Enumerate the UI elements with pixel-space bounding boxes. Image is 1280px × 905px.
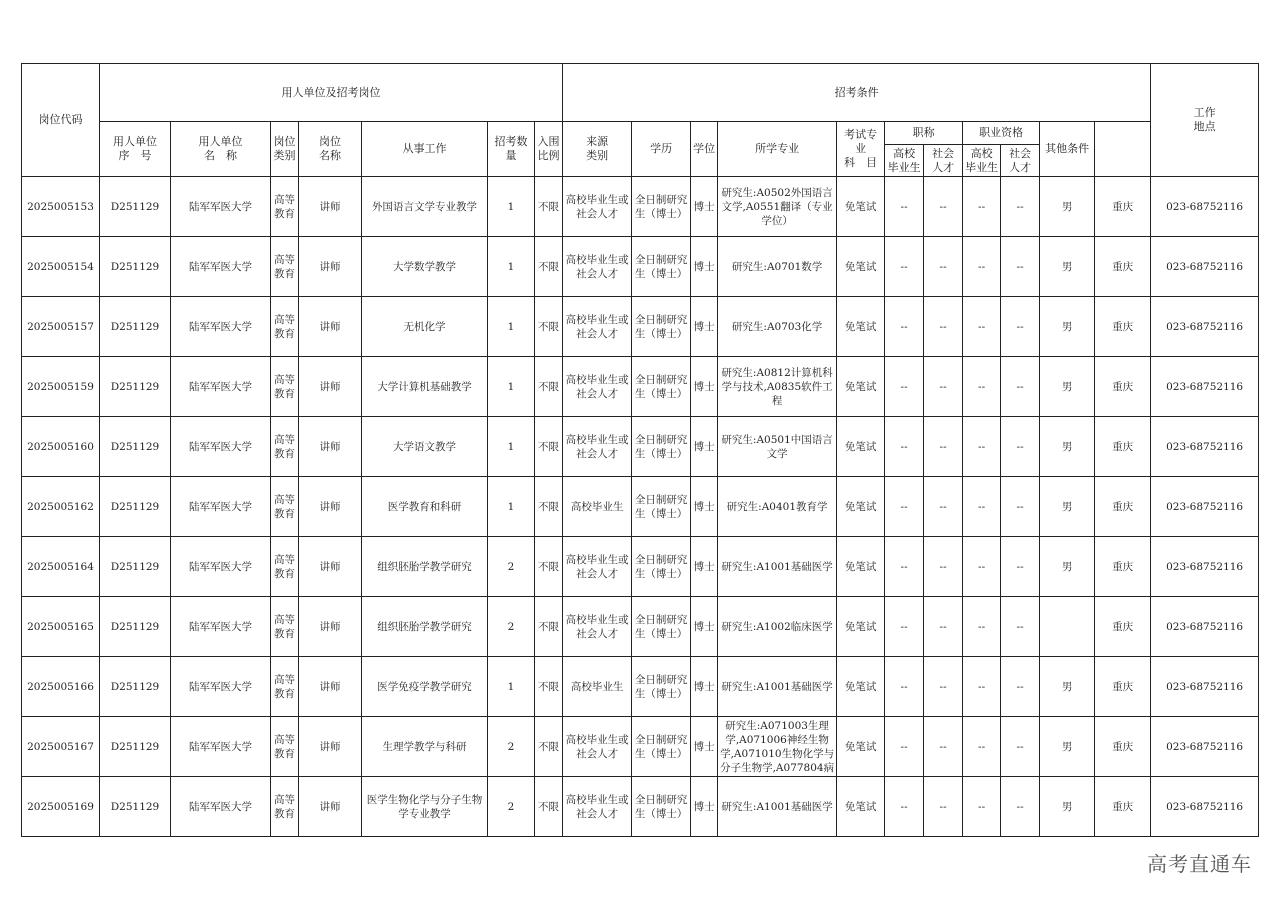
cell-q2: -- bbox=[1001, 717, 1040, 777]
cell-phone: 023-68752116 bbox=[1151, 357, 1259, 417]
table-row bbox=[22, 237, 1259, 297]
cell-other: 男 bbox=[1040, 357, 1095, 417]
cell-other: 男 bbox=[1040, 717, 1095, 777]
cell-loc: 重庆 bbox=[1095, 177, 1151, 237]
header-unit-name: 用人单位 名 称 bbox=[171, 122, 271, 177]
cell-edu: 全日制研究生（博士） bbox=[632, 177, 691, 237]
cell-major bbox=[718, 777, 837, 837]
header-source: 来源 类别 bbox=[563, 122, 632, 177]
cell-q1: -- bbox=[963, 477, 1001, 537]
cell-count: 2 bbox=[488, 597, 535, 657]
cell-pos-type: 高等教育 bbox=[271, 657, 299, 717]
cell-ratio: 不限 bbox=[535, 177, 563, 237]
cell-pos-type: 高等教育 bbox=[271, 597, 299, 657]
cell-work: 大学计算机基础教学 bbox=[362, 357, 488, 417]
cell-q2: -- bbox=[1001, 177, 1040, 237]
cell-q1: -- bbox=[963, 417, 1001, 477]
cell-source: 高校毕业生或社会人才 bbox=[563, 357, 632, 417]
header-ratio: 入围 比例 bbox=[535, 122, 563, 177]
cell-exam: 免笔试 bbox=[837, 237, 885, 297]
cell-phone: 023-68752116 bbox=[1151, 657, 1259, 717]
cell-source: 高校毕业生或社会人才 bbox=[563, 537, 632, 597]
cell-unit-name: 陆军军医大学 bbox=[171, 417, 271, 477]
cell-t1: -- bbox=[885, 357, 924, 417]
cell-edu: 全日制研究生（博士） bbox=[632, 237, 691, 297]
cell-exam: 免笔试 bbox=[837, 417, 885, 477]
cell-major bbox=[718, 597, 837, 657]
header-group-conditions: 招考条件 bbox=[563, 64, 1151, 122]
cell-code: 2025005160 bbox=[22, 417, 100, 477]
header-degree: 学位 bbox=[691, 122, 718, 177]
cell-ratio: 不限 bbox=[535, 537, 563, 597]
cell-phone: 023-68752116 bbox=[1151, 717, 1259, 777]
cell-other: 男 bbox=[1040, 657, 1095, 717]
cell-phone: 023-68752116 bbox=[1151, 297, 1259, 357]
header-title-social: 社会 人才 bbox=[924, 145, 963, 177]
cell-pos-name: 讲师 bbox=[299, 357, 362, 417]
cell-unit-no: D251129 bbox=[100, 597, 171, 657]
cell-degree: 博士 bbox=[691, 717, 718, 777]
cell-ratio: 不限 bbox=[535, 297, 563, 357]
cell-t2: -- bbox=[924, 537, 963, 597]
cell-work: 大学数学教学 bbox=[362, 237, 488, 297]
recruitment-table bbox=[21, 63, 1259, 837]
header-pos-type: 岗位 类别 bbox=[271, 122, 299, 177]
header-title: 职称 bbox=[885, 122, 963, 145]
cell-pos-type: 高等教育 bbox=[271, 237, 299, 297]
cell-q2: -- bbox=[1001, 477, 1040, 537]
header-count: 招考数量 bbox=[488, 122, 535, 177]
cell-degree: 博士 bbox=[691, 297, 718, 357]
cell-other: 男 bbox=[1040, 537, 1095, 597]
cell-code: 2025005164 bbox=[22, 537, 100, 597]
cell-phone: 023-68752116 bbox=[1151, 417, 1259, 477]
cell-degree: 博士 bbox=[691, 417, 718, 477]
cell-exam: 免笔试 bbox=[837, 777, 885, 837]
cell-text: 研究生:A1001基础医学 bbox=[721, 680, 833, 693]
cell-unit-name: 陆军军医大学 bbox=[171, 477, 271, 537]
header-group-unit: 用人单位及招考岗位 bbox=[100, 64, 563, 122]
cell-code: 2025005159 bbox=[22, 357, 100, 417]
cell-code: 2025005157 bbox=[22, 297, 100, 357]
cell-source: 高校毕业生 bbox=[563, 657, 632, 717]
cell-work: 组织胚胎学教学研究 bbox=[362, 597, 488, 657]
table-row bbox=[22, 417, 1259, 477]
cell-pos-type: 高等教育 bbox=[271, 177, 299, 237]
cell-q1: -- bbox=[963, 357, 1001, 417]
cell-t1: -- bbox=[885, 297, 924, 357]
table-row bbox=[22, 597, 1259, 657]
cell-pos-name: 讲师 bbox=[299, 537, 362, 597]
table-row bbox=[22, 477, 1259, 537]
cell-unit-name: 陆军军医大学 bbox=[171, 537, 271, 597]
cell-loc: 重庆 bbox=[1095, 357, 1151, 417]
cell-loc: 重庆 bbox=[1095, 597, 1151, 657]
cell-ratio: 不限 bbox=[535, 597, 563, 657]
cell-edu: 全日制研究生（博士） bbox=[632, 717, 691, 777]
cell-q1: -- bbox=[963, 777, 1001, 837]
cell-ratio: 不限 bbox=[535, 417, 563, 477]
cell-other: 男 bbox=[1040, 177, 1095, 237]
cell-major bbox=[718, 357, 837, 417]
cell-other: 男 bbox=[1040, 237, 1095, 297]
cell-source: 高校毕业生或社会人才 bbox=[563, 597, 632, 657]
cell-degree: 博士 bbox=[691, 237, 718, 297]
cell-q2: -- bbox=[1001, 237, 1040, 297]
cell-source: 高校毕业生或社会人才 bbox=[563, 177, 632, 237]
cell-other bbox=[1040, 597, 1095, 657]
table-row bbox=[22, 777, 1259, 837]
cell-work: 医学免疫学教学研究 bbox=[362, 657, 488, 717]
cell-edu: 全日制研究生（博士） bbox=[632, 417, 691, 477]
cell-text: 研究生:A1001基础医学 bbox=[721, 800, 833, 813]
cell-pos-name: 讲师 bbox=[299, 417, 362, 477]
cell-exam: 免笔试 bbox=[837, 177, 885, 237]
cell-unit-name: 陆军军医大学 bbox=[171, 717, 271, 777]
cell-q1: -- bbox=[963, 537, 1001, 597]
cell-pos-type: 高等教育 bbox=[271, 297, 299, 357]
cell-q2: -- bbox=[1001, 777, 1040, 837]
cell-code: 2025005162 bbox=[22, 477, 100, 537]
cell-ratio: 不限 bbox=[535, 477, 563, 537]
cell-pos-name: 讲师 bbox=[299, 597, 362, 657]
cell-source: 高校毕业生或社会人才 bbox=[563, 777, 632, 837]
cell-q1: -- bbox=[963, 597, 1001, 657]
cell-q2: -- bbox=[1001, 537, 1040, 597]
cell-t2: -- bbox=[924, 297, 963, 357]
cell-source: 高校毕业生或社会人才 bbox=[563, 237, 632, 297]
table-row bbox=[22, 177, 1259, 237]
cell-code: 2025005165 bbox=[22, 597, 100, 657]
cell-major bbox=[718, 537, 837, 597]
cell-code: 2025005169 bbox=[22, 777, 100, 837]
cell-text: 研究生:A0703化学 bbox=[731, 320, 823, 333]
table-body bbox=[22, 177, 1259, 837]
cell-unit-no: D251129 bbox=[100, 657, 171, 717]
cell-pos-type: 高等教育 bbox=[271, 717, 299, 777]
cell-major bbox=[718, 297, 837, 357]
cell-code: 2025005154 bbox=[22, 237, 100, 297]
cell-ratio: 不限 bbox=[535, 357, 563, 417]
cell-major bbox=[718, 477, 837, 537]
cell-edu: 全日制研究生（博士） bbox=[632, 297, 691, 357]
cell-loc: 重庆 bbox=[1095, 417, 1151, 477]
cell-work: 生理学教学与科研 bbox=[362, 717, 488, 777]
cell-text: 研究生:A1001基础医学 bbox=[721, 560, 833, 573]
cell-pos-type: 高等教育 bbox=[271, 537, 299, 597]
cell-t2: -- bbox=[924, 777, 963, 837]
cell-exam: 免笔试 bbox=[837, 657, 885, 717]
cell-text: 研究生:A0401教育学 bbox=[726, 500, 828, 513]
cell-other: 男 bbox=[1040, 777, 1095, 837]
cell-exam: 免笔试 bbox=[837, 717, 885, 777]
cell-unit-name: 陆军军医大学 bbox=[171, 657, 271, 717]
cell-unit-no: D251129 bbox=[100, 177, 171, 237]
cell-t2: -- bbox=[924, 597, 963, 657]
cell-t1: -- bbox=[885, 477, 924, 537]
cell-exam: 免笔试 bbox=[837, 537, 885, 597]
cell-loc: 重庆 bbox=[1095, 717, 1151, 777]
cell-phone: 023-68752116 bbox=[1151, 777, 1259, 837]
cell-edu: 全日制研究生（博士） bbox=[632, 357, 691, 417]
cell-q1: -- bbox=[963, 717, 1001, 777]
header-qual-social: 社会 人才 bbox=[1001, 145, 1040, 177]
cell-degree: 博士 bbox=[691, 657, 718, 717]
header-qualification: 职业资格 bbox=[963, 122, 1040, 145]
cell-t1: -- bbox=[885, 417, 924, 477]
cell-exam: 免笔试 bbox=[837, 477, 885, 537]
cell-code: 2025005167 bbox=[22, 717, 100, 777]
cell-text: 研究生:A0502外国语言文学,A0551翻译（专业学位） bbox=[721, 186, 833, 227]
header-exam: 考试专业 科 目 bbox=[837, 122, 885, 177]
cell-major bbox=[718, 237, 837, 297]
cell-t1: -- bbox=[885, 597, 924, 657]
cell-exam: 免笔试 bbox=[837, 597, 885, 657]
cell-ratio: 不限 bbox=[535, 657, 563, 717]
cell-work: 外国语言文学专业教学 bbox=[362, 177, 488, 237]
cell-major bbox=[718, 657, 837, 717]
cell-unit-no: D251129 bbox=[100, 417, 171, 477]
cell-unit-name: 陆军军医大学 bbox=[171, 777, 271, 837]
cell-degree: 博士 bbox=[691, 357, 718, 417]
table-header bbox=[22, 64, 1259, 177]
cell-q2: -- bbox=[1001, 657, 1040, 717]
table-row bbox=[22, 657, 1259, 717]
cell-degree: 博士 bbox=[691, 537, 718, 597]
cell-degree: 博士 bbox=[691, 777, 718, 837]
cell-t2: -- bbox=[924, 477, 963, 537]
cell-t1: -- bbox=[885, 537, 924, 597]
cell-unit-name: 陆军军医大学 bbox=[171, 237, 271, 297]
cell-phone: 023-68752116 bbox=[1151, 177, 1259, 237]
cell-work: 无机化学 bbox=[362, 297, 488, 357]
cell-pos-name: 讲师 bbox=[299, 777, 362, 837]
cell-loc: 重庆 bbox=[1095, 297, 1151, 357]
cell-text: 研究生:A071003生理学,A071006神经生物学,A071010生物化学与分子生物学,A077804病 bbox=[720, 719, 835, 774]
cell-major bbox=[718, 717, 837, 777]
cell-loc: 重庆 bbox=[1095, 477, 1151, 537]
header-qual-grad: 高校 毕业生 bbox=[963, 145, 1001, 177]
cell-phone: 023-68752116 bbox=[1151, 477, 1259, 537]
cell-edu: 全日制研究生（博士） bbox=[632, 777, 691, 837]
cell-unit-name: 陆军军医大学 bbox=[171, 297, 271, 357]
cell-edu: 全日制研究生（博士） bbox=[632, 597, 691, 657]
cell-count: 2 bbox=[488, 717, 535, 777]
cell-pos-type: 高等教育 bbox=[271, 477, 299, 537]
cell-ratio: 不限 bbox=[535, 237, 563, 297]
cell-work: 大学语文教学 bbox=[362, 417, 488, 477]
watermark-text: 高考直通车 bbox=[1147, 852, 1252, 876]
cell-work: 组织胚胎学教学研究 bbox=[362, 537, 488, 597]
cell-phone: 023-68752116 bbox=[1151, 237, 1259, 297]
cell-q1: -- bbox=[963, 177, 1001, 237]
cell-q1: -- bbox=[963, 657, 1001, 717]
cell-t2: -- bbox=[924, 417, 963, 477]
cell-count: 1 bbox=[488, 237, 535, 297]
header-unit-no: 用人单位 序 号 bbox=[100, 122, 171, 177]
cell-other: 男 bbox=[1040, 297, 1095, 357]
cell-edu: 全日制研究生（博士） bbox=[632, 537, 691, 597]
cell-ratio: 不限 bbox=[535, 777, 563, 837]
cell-degree: 博士 bbox=[691, 597, 718, 657]
cell-source: 高校毕业生或社会人才 bbox=[563, 417, 632, 477]
table-row bbox=[22, 537, 1259, 597]
cell-q2: -- bbox=[1001, 357, 1040, 417]
header-edu: 学历 bbox=[632, 122, 691, 177]
table-row bbox=[22, 357, 1259, 417]
cell-pos-name: 讲师 bbox=[299, 477, 362, 537]
cell-unit-no: D251129 bbox=[100, 537, 171, 597]
cell-unit-no: D251129 bbox=[100, 777, 171, 837]
cell-q1: -- bbox=[963, 237, 1001, 297]
cell-source: 高校毕业生 bbox=[563, 477, 632, 537]
cell-count: 1 bbox=[488, 477, 535, 537]
cell-q2: -- bbox=[1001, 417, 1040, 477]
cell-pos-type: 高等教育 bbox=[271, 417, 299, 477]
cell-loc: 重庆 bbox=[1095, 777, 1151, 837]
cell-count: 1 bbox=[488, 297, 535, 357]
cell-q1: -- bbox=[963, 297, 1001, 357]
cell-text: 研究生:A0812计算机科学与技术,A0835软件工程 bbox=[721, 366, 833, 407]
cell-count: 2 bbox=[488, 777, 535, 837]
cell-q2: -- bbox=[1001, 597, 1040, 657]
cell-pos-type: 高等教育 bbox=[271, 777, 299, 837]
cell-edu: 全日制研究生（博士） bbox=[632, 477, 691, 537]
cell-text: 研究生:A0701数学 bbox=[731, 260, 823, 273]
cell-t1: -- bbox=[885, 177, 924, 237]
cell-loc: 重庆 bbox=[1095, 237, 1151, 297]
header-code: 岗位代码 bbox=[22, 64, 100, 177]
cell-degree: 博士 bbox=[691, 477, 718, 537]
cell-unit-name: 陆军军医大学 bbox=[171, 597, 271, 657]
cell-unit-no: D251129 bbox=[100, 297, 171, 357]
header-work: 从事工作 bbox=[362, 122, 488, 177]
cell-unit-name: 陆军军医大学 bbox=[171, 177, 271, 237]
cell-major bbox=[718, 177, 837, 237]
cell-t1: -- bbox=[885, 717, 924, 777]
cell-count: 2 bbox=[488, 537, 535, 597]
cell-code: 2025005153 bbox=[22, 177, 100, 237]
cell-count: 1 bbox=[488, 177, 535, 237]
cell-pos-name: 讲师 bbox=[299, 297, 362, 357]
cell-other: 男 bbox=[1040, 417, 1095, 477]
cell-pos-name: 讲师 bbox=[299, 717, 362, 777]
cell-loc: 重庆 bbox=[1095, 537, 1151, 597]
cell-pos-type: 高等教育 bbox=[271, 357, 299, 417]
cell-t2: -- bbox=[924, 177, 963, 237]
cell-work: 医学生物化学与分子生物学专业教学 bbox=[362, 777, 488, 837]
cell-work: 医学教育和科研 bbox=[362, 477, 488, 537]
header-title-grad: 高校 毕业生 bbox=[885, 145, 924, 177]
cell-unit-no: D251129 bbox=[100, 477, 171, 537]
cell-unit-no: D251129 bbox=[100, 717, 171, 777]
cell-t2: -- bbox=[924, 657, 963, 717]
cell-source: 高校毕业生或社会人才 bbox=[563, 717, 632, 777]
table-row bbox=[22, 717, 1259, 777]
cell-t2: -- bbox=[924, 237, 963, 297]
cell-t1: -- bbox=[885, 777, 924, 837]
cell-t2: -- bbox=[924, 357, 963, 417]
header-location: 工作 地点 bbox=[1151, 64, 1259, 177]
cell-exam: 免笔试 bbox=[837, 297, 885, 357]
cell-q2: -- bbox=[1001, 297, 1040, 357]
cell-count: 1 bbox=[488, 657, 535, 717]
cell-edu: 全日制研究生（博士） bbox=[632, 657, 691, 717]
cell-text: 研究生:A0501中国语言文学 bbox=[721, 433, 833, 460]
header-pos-name: 岗位 名称 bbox=[299, 122, 362, 177]
cell-ratio: 不限 bbox=[535, 717, 563, 777]
cell-source: 高校毕业生或社会人才 bbox=[563, 297, 632, 357]
cell-major bbox=[718, 417, 837, 477]
cell-unit-name: 陆军军医大学 bbox=[171, 357, 271, 417]
cell-t1: -- bbox=[885, 657, 924, 717]
cell-other: 男 bbox=[1040, 477, 1095, 537]
cell-unit-no: D251129 bbox=[100, 237, 171, 297]
table-row bbox=[22, 297, 1259, 357]
cell-pos-name: 讲师 bbox=[299, 177, 362, 237]
cell-degree: 博士 bbox=[691, 177, 718, 237]
cell-text: 研究生:A1002临床医学 bbox=[721, 620, 833, 633]
cell-pos-name: 讲师 bbox=[299, 237, 362, 297]
cell-phone: 023-68752116 bbox=[1151, 537, 1259, 597]
cell-unit-no: D251129 bbox=[100, 357, 171, 417]
header-major: 所学专业 bbox=[718, 122, 837, 177]
cell-count: 1 bbox=[488, 417, 535, 477]
cell-exam: 免笔试 bbox=[837, 357, 885, 417]
cell-phone: 023-68752116 bbox=[1151, 597, 1259, 657]
cell-t2: -- bbox=[924, 717, 963, 777]
cell-t1: -- bbox=[885, 237, 924, 297]
header-other: 其他条件 bbox=[1040, 122, 1095, 177]
cell-count: 1 bbox=[488, 357, 535, 417]
cell-pos-name: 讲师 bbox=[299, 657, 362, 717]
cell-code: 2025005166 bbox=[22, 657, 100, 717]
cell-loc: 重庆 bbox=[1095, 657, 1151, 717]
